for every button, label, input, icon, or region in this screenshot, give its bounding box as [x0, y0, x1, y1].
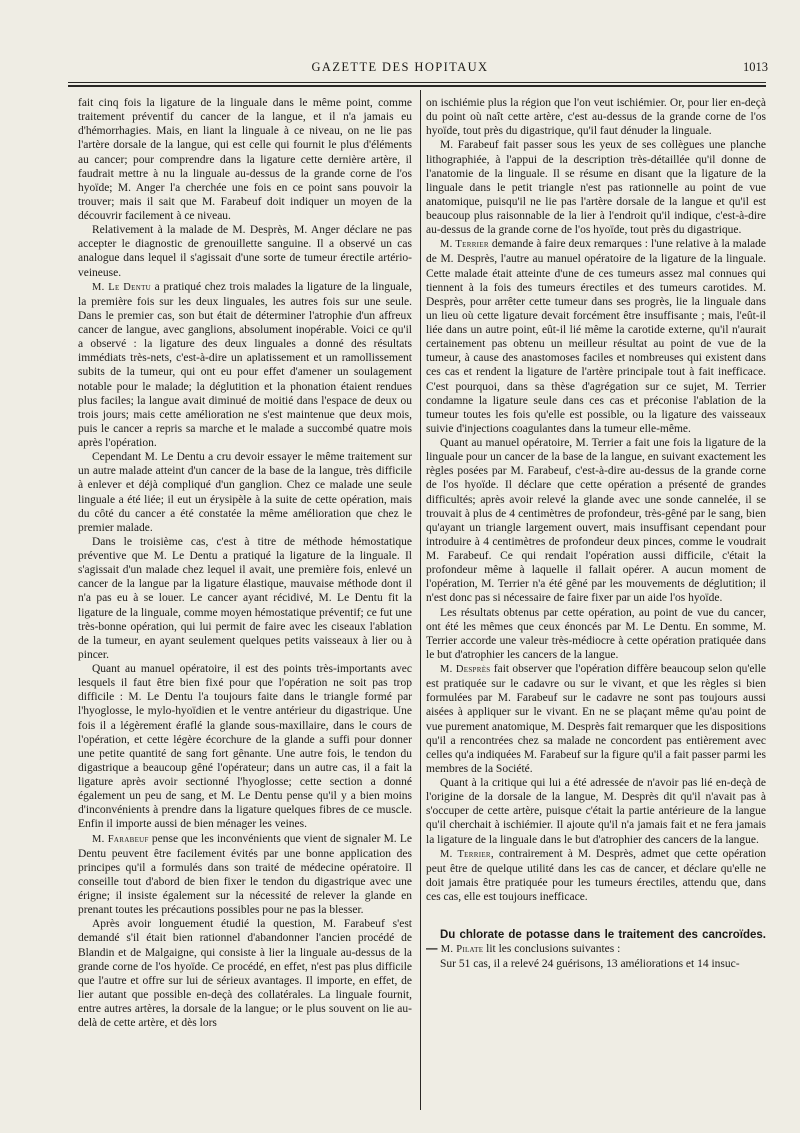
- paragraph-text: a pratiqué chez trois malades la ligature de la linguale, la première fois sur les deux linguales, les autres fois sur une seule. Dans le premier cas, son but était de déterminer l'atrophie d'un affreux cancer de langue, avec ganglions, absolument inopérable. Voici ce qu'il a observé : la ligature des deux linguales a donné des résultats immédiats très-nets, c'est-à-dire un aplatissement et un ramollissement subits de la tumeur, qui ont eu pour effet d'amener un soulagement notable pour le malade; la déglutition et la phonation étaient rendues plus faciles; la langue avait diminué de moitié dans l'espace de deux ou trois jours; mais cette amélioration ne s'est maintenue que deux mois, puis le cancer a repris sa marche et le malade a succombé quatre mois après l'opération.: [78, 280, 413, 449]
- speaker-name: M. Pilate: [440, 944, 484, 956]
- paragraph: Relativement à la malade de M. Desprès, M. Anger déclare ne pas accepter le diagnostic de grenouillette sanguine. Il a observé un cas analogue dans lequel il s'agissait d'une sorte de tumeur érectile artério-veineuse.: [78, 224, 412, 279]
- paragraph: [78, 280, 412, 451]
- paragraph: Quant au manuel opératoire, M. Terrier a fait une fois la ligature de la linguale pour un cancer de la base de la langue, en suivant exactement les règles posées par M. Farabeuf, c'est-à-dire au-dessus de la grande corne de l'os hyoïde. Il déclare que cette opération a présenté de grandes difficultés; après avoir relevé la glande avec une sonde cannelée, il se trouvait à plus de 4 centimètres de profondeur, très-gêné par le sang, bien qu'ayant un triangle largement ouvert, mais insuffisant cependant pour introduire à 4 centimètres de profondeur deux pinces, comme le voudrait M. Farabeuf. Ce qui rendait l'opération aussi difficile, c'était la profondeur même à laquelle il fallait opérer. A aucun moment de l'opération, M. Terrier n'a été gêné par les mouvements de déglutition; il n'est donc pas si nécessaire de faire fixer par un aide l'os hyoïde.: [426, 437, 766, 605]
- paragraph-text: fait observer que l'opération diffère beaucoup selon qu'elle est pratiquée sur le cadavre ou sur le vivant, et que les règles si bien formulées par M. Farabeuf sur le cadavre ne sont pas toujours aussi aisées à appliquer sur le vivant. En ne se plaçant même qu'au point de vue purement anatomique, M. Desprès fait remarquer que les dispositions qu'il a rencontrées chez sa malade ne concordent pas entièrement avec celles qu'a indiquées M. Farabeuf sur la figure qu'il a fait passer parmi les membres de la Société.: [426, 663, 766, 775]
- paragraph: fait cinq fois la ligature de la linguale dans le même point, comme traitement préventif du cancer de la langue, et il n'a jamais eu d'hémorrhagies. Mais, en liant la linguale à ce niveau, on ne lie pas l'artère dorsale de la langue, qui est celle qui fournit le plus d'éléments au cancer; pour comprendre dans la ligature cette dernière artère, il faudrait mettre à nu la linguale au-dessus de la grande corne de l'os hyoïde; M. Anger l'a cherchée une fois en ce point sans pouvoir la trouver; mais il sait que M. Farabeuf doit indiquer un moyen de la découvrir facilement à ce niveau.: [78, 97, 412, 222]
- right-column: [426, 96, 766, 972]
- page-number: 1013: [743, 60, 768, 74]
- speaker-name: M. Terrier: [440, 239, 489, 251]
- paragraph: [426, 847, 766, 905]
- column-divider: [420, 90, 421, 1110]
- left-column: [78, 96, 412, 1030]
- paragraph: Quant au manuel opératoire, il est des points très-importants avec lesquels il faut être bien fixé pour que l'opération ne soit pas trop difficile : M. Le Dentu l'a toujours faite dans le triangle formé par l'hyoglosse, le mylo-hyoïdien et le ventre antérieur du digastrique. Une fois il a légèrement éraflé la glande sous-maxillaire, dans le cours de l'opération, et cette légère écorchure de la glande a suffi pour donner une petite quantité de sang fort gênante. Une autre fois, le tendon du digastrique a beaucoup gêné l'opérateur; dans un autre cas, il a fait la ligature après avoir sectionné l'hyoglosse; cette section a donné également un peu de sang, et M. Le Dentu pense qu'il y a bien moins d'inconvénients à prendre dans la ligature quelques fibres de ce muscle. Enfin il importe aussi de bien ménager les veines.: [78, 663, 412, 831]
- section-title: Du chlorate de potasse dans le traitement des cancroïdes.: [440, 929, 766, 942]
- section-spacer: [426, 904, 766, 928]
- paragraph: Quant à la critique qui lui a été adressée de n'avoir pas lié en-deçà de l'origine de la dorsale de la langue, M. Desprès dit qu'il n'avait pas à s'occuper de cette artère, puisque c'était la partie antérieure de la langue qu'il cherchait à ischiémier. Il ajoute qu'il n'a jamais fait et ne fera jamais la ligature de la linguale dans le but d'atrophier des cancers de la langue.: [426, 777, 766, 846]
- paragraph: Les résultats obtenus par cette opération, au point de vue du cancer, ont été les mêmes que ceux énoncés par M. Le Dentu. En somme, M. Terrier accorde une valeur très-médiocre à cette opération pratiquée dans le but d'atrophier les cancers de la langue.: [426, 606, 766, 661]
- paragraph: Après avoir longuement étudié la question, M. Farabeuf s'est demandé s'il était bien rationnel d'abandonner l'ancien procédé de Blandin et de Malgaigne, qui consiste à lier la linguale au-dessus de la grande corne de l'os hyoïde. Ce procédé, en effet, n'est pas plus difficile que l'autre et offre sur lui de sérieux avantages. Il importe, en effet, de lier autant que possible en-deçà des collatérales. La linguale fournit, entre autres artères, la dorsale de la langue; or le plus souvent on lie au-delà de cette artère, et dès lors: [78, 918, 412, 1030]
- paragraph: [426, 662, 766, 776]
- paragraph-text: pense que les inconvénients que vient de signaler M. Le Dentu peuvent être facilement évités par une bonne application des principes qu'il a formulés dans son traité de médecine opératoire. Il conseille tout d'abord de bien fixer le tendon du digastrique avec une érigne; il insiste également sur la nécessité de relever la glande en prenant toutes les précautions possibles pour ne pas la blesser.: [78, 832, 412, 917]
- paragraph: [426, 237, 766, 436]
- paragraph: Cependant M. Le Dentu a cru devoir essayer le même traitement sur un autre malade atteint d'un cancer de la base de la langue, très difficile à enlever et déjà compliqué d'un ganglion. Chez ce malade une seule linguale a été liée; il eut un érysipèle à la suite de cette opération, mais du côté du cancer a été constatée la même amélioration que chez le premier malade.: [78, 451, 412, 534]
- paragraph: M. Farabeuf fait passer sous les yeux de ses collègues une planche lithographiée, à l'appui de la description très-détaillée qu'il donne de l'anatomie de la linguale. Il se résume en disant que la ligature de la linguale dans le petit triangle n'est pas rationnelle au point de vue anatomique, puisqu'il ne lie pas l'artère dorsale de la langue et qu'il est beaucoup plus raisonnable de la lier à l'endroit qu'il indique, c'est-à-dire au-dessus de la grande corne de l'os hyoïde, tout près du digastrique.: [426, 139, 766, 237]
- paragraph-text: demande à faire deux remarques : l'une relative à la malade de M. Desprès, l'autre au manuel opératoire de la ligature de la linguale. Cette malade était atteinte d'une de ces tumeurs assez mal connues qui tiennent à la fois des tumeurs érectiles et des tumeurs carotides. M. Desprès, pour arrêter cette tumeur dans ses progrès, lie la linguale dans un lieu où cette ligature devait forcément être insuffisante ; mais, l'eût-il liée dans un autre point, eût-il lié même la carotide externe, qu'il n'aurait certainement pas obtenu un meilleur résultat au point de vue de la tumeur, à cause des anastomoses faciles et nombreuses qui existent dans ces cas et rendent la ligature de l'artère principale tout à fait inefficace. C'est pourquoi, dans sa thèse d'agrégation sur ce sujet, M. Terrier condamne la ligature seule dans ces cas et préconise l'ablation de la tumeur toutes les fois qu'elle est possible, ou la ligature des vaisseaux suivie d'injections coagulantes dans la tumeur elle-même.: [426, 238, 767, 435]
- paragraph: Dans le troisième cas, c'est à titre de méthode hémostatique préventive que M. Le Dentu a pratiqué la ligature de la linguale. Il s'agissait d'un malade chez lequel il avait, une première fois, enlevé un cancer de la langue par la ligature élastique, mauvaise méthode dont il n'a pas eu à se louer. Le cancer ayant récidivé, M. Le Dentu fit la ligature de la linguale, comme moyen hémostatique préventif; ce fut une très-bonne opération, qui lui permit de faire avec les ciseaux l'ablation de la tumeur, en ayant seulement quelques petits vaisseaux à lier ou à pincer.: [78, 535, 412, 661]
- speaker-name: M. Desprès: [440, 664, 491, 675]
- section-intro: lit les conclusions suivantes :: [483, 943, 621, 956]
- speaker-name: M. Terrier: [440, 848, 491, 860]
- paragraph: Sur 51 cas, il a relevé 24 guérisons, 13 améliorations et 14 insuc-: [440, 958, 740, 971]
- running-title: GAZETTE DES HOPITAUX: [311, 60, 489, 74]
- section-heading: Du chlorate de potasse dans le traitement des cancroïdes. — M. Pilate lit les conclusions suivantes :: [426, 929, 766, 956]
- paragraph: on ischiémie plus la région que l'on veut ischiémier. Or, pour lier en-deçà du point où naît cette artère, c'est au-dessus de la grande corne de l'os hyoïde, tout près du digastrique, qu'il faut dénuder la linguale.: [426, 97, 766, 138]
- speaker-name: M. Farabeuf: [92, 833, 149, 845]
- header-rule-thin: [68, 82, 766, 83]
- speaker-name: M. Le Dentu: [92, 281, 152, 293]
- page-header: [0, 0, 800, 90]
- header-rule-thick: [68, 85, 766, 87]
- paragraph-text: , contrairement à M. Desprès, admet que cette opération peut être de quelque utilité dans les cas de cancer, et déclare qu'elle ne doit jamais être pratiquée pour les tumeurs érectiles, attendu que, dans ces cas, elle est toujours inefficace.: [426, 847, 766, 903]
- paragraph: [78, 832, 412, 918]
